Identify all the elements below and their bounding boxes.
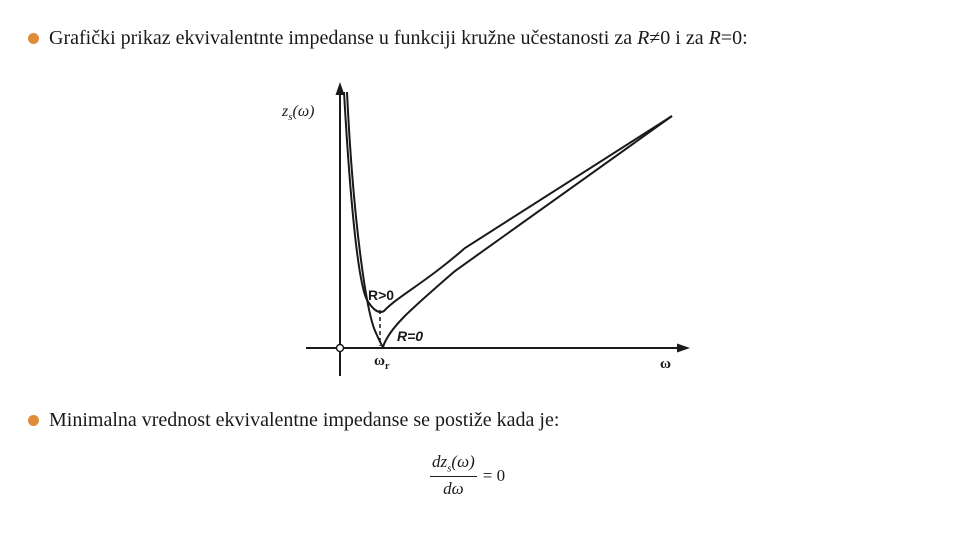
bullet-dot-icon (28, 33, 39, 44)
curve-r-positive (344, 92, 672, 312)
y-axis-label: $z_s(\omega)$ (282, 103, 315, 123)
bullet-text: Grafički prikaz ekvivalentnte impedanse u funkciji kružne učestanosti za R≠0 i za R=0: (49, 27, 748, 49)
derivative-fraction (430, 452, 477, 499)
formula-rhs: = 0 (482, 465, 506, 485)
label-r-positive: R>0 (368, 287, 395, 303)
x-axis-label: ω (660, 356, 671, 372)
x-tick-omega-r: $\omega_r$ (374, 353, 390, 372)
fraction-numerator: $dz_s(\omega)$ (430, 452, 477, 477)
impedance-graph (270, 78, 710, 383)
derivative-formula (430, 452, 505, 499)
bullet-item-minimum-condition (28, 409, 559, 432)
x-axis-arrow-icon (677, 344, 690, 353)
bullet-dot-icon (28, 415, 39, 426)
label-r-zero: R=0 (397, 328, 424, 344)
bullet-text: Minimalna vrednost ekvivalentne impedanse se postiže kada je: (49, 409, 560, 431)
origin-marker (337, 345, 344, 352)
fraction-denominator: dω (443, 479, 464, 499)
bullet-item-graph-description (28, 27, 748, 50)
